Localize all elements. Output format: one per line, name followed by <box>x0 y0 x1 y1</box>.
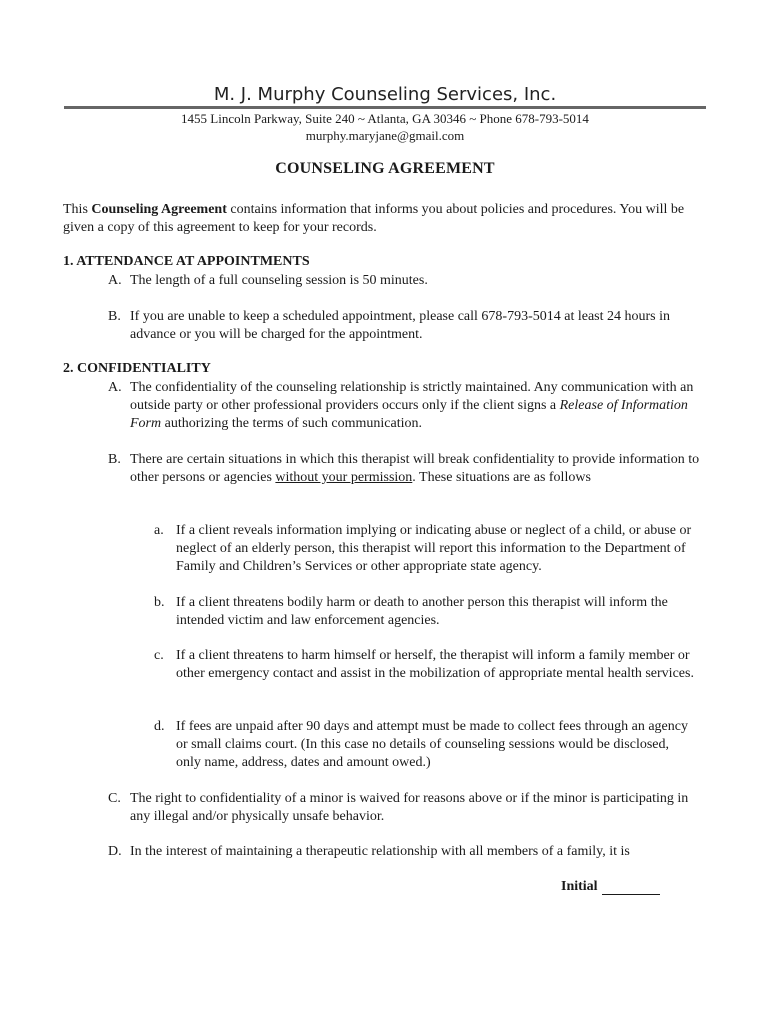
item-text: If a client threatens bodily harm or death to another person this therapist will inform the intended victim and law enforcement agencies. <box>176 595 668 628</box>
organization-email: murphy.maryjane@gmail.com <box>305 128 465 143</box>
intro-paragraph <box>63 201 708 237</box>
item-label: B. <box>108 452 121 467</box>
item-label: C. <box>108 791 121 806</box>
item-text: If fees are unpaid after 90 days and attempt must be made to collect fees through an agency or small claims court. (In this case no details of counseling sessions would be disclosed, only name, address, dates and amount owed.) <box>176 719 688 770</box>
document-title: COUNSELING AGREEMENT <box>275 160 495 177</box>
item-text: In the interest of maintaining a therapeutic relationship with all members of a family, it is <box>130 844 630 859</box>
item-text-start: There are certain situations in which this therapist will break confidentiality to provide information to other persons or agencies <box>130 452 700 485</box>
header-rule <box>64 106 706 109</box>
item-text <box>130 379 710 433</box>
item-text: If you are unable to keep a scheduled appointment, please call 678-793-5014 at least 24 hours in advance or you will be charged for the appointment. <box>130 309 670 342</box>
initial-label: Initial <box>561 879 598 894</box>
item-label: d. <box>154 719 165 734</box>
item-label: B. <box>108 309 121 324</box>
item-text: The length of a full counseling session is 50 minutes. <box>130 273 428 288</box>
intro-text-start: This <box>63 202 92 217</box>
permission-phrase: without your permission <box>275 470 413 485</box>
item-text-end: . These situations are as follows <box>412 470 591 485</box>
section-heading-attendance: 1. ATTENDANCE AT APPOINTMENTS <box>63 254 310 269</box>
item-text: The right to confidentiality of a minor is waived for reasons above or if the minor is participating in any illegal and/or physically unsafe behavior. <box>130 791 689 824</box>
organization-address: 1455 Lincoln Parkway, Suite 240 ~ Atlanta, GA 30346 ~ Phone 678-793-5014 <box>181 111 589 126</box>
item-text <box>130 451 710 487</box>
item-label: b. <box>154 595 165 610</box>
intro-text-end: contains information that informs you about policies and procedures. You will be given a copy of this agreement to keep for your records. <box>63 202 685 235</box>
section-heading-confidentiality: 2. CONFIDENTIALITY <box>63 361 211 376</box>
organization-name: M. J. Murphy Counseling Services, Inc. <box>213 84 557 105</box>
item-text-end: authorizing the terms of such communication. <box>161 416 423 431</box>
item-label: D. <box>108 844 122 859</box>
item-label: A. <box>108 380 122 395</box>
item-label: a. <box>154 523 164 538</box>
item-text: If a client threatens to harm himself or herself, the therapist will inform a family member or other emergency contact and assist in the mobilization of appropriate mental health services. <box>176 648 694 681</box>
release-form-name: Release of Information Form <box>130 398 688 431</box>
initial-block <box>561 879 660 895</box>
intro-bold-term: Counseling Agreement <box>91 202 227 217</box>
item-text: If a client reveals information implying or indicating abuse or neglect of a child, or abuse or neglect of an elderly person, this therapist will report this information to the Department of Family and Children’s Services or other appropriate state agency. <box>176 523 692 574</box>
item-label: c. <box>154 648 164 663</box>
initial-signature-line[interactable] <box>602 880 660 895</box>
item-text-start: The confidentiality of the counseling relationship is strictly maintained. Any communication with an outside party or other professional providers occurs only if the client signs a <box>130 380 694 413</box>
item-label: A. <box>108 273 122 288</box>
